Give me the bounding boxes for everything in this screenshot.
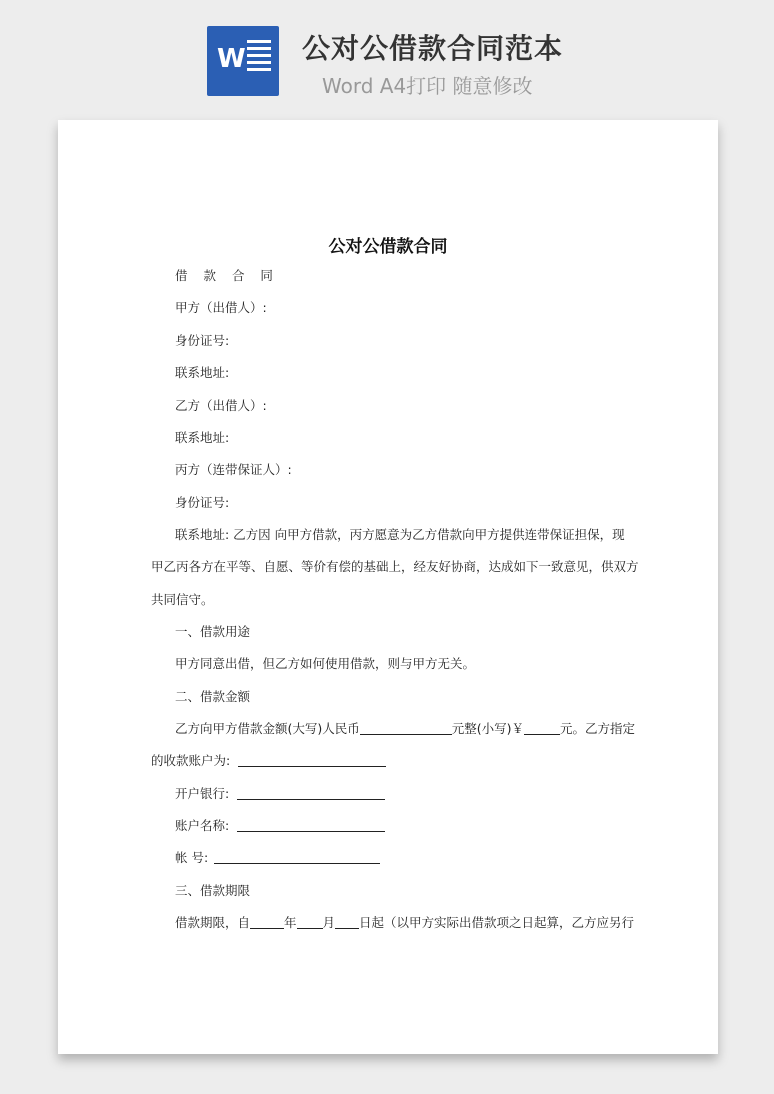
address-label-1: 联系地址: [175, 365, 230, 380]
term-text-a: 借款期限，自 [175, 915, 251, 930]
word-icon-letter: W [217, 44, 246, 74]
word-icon-lines [247, 40, 271, 75]
document-title: 公对公借款合同 [328, 237, 448, 257]
year-label: 年 [284, 915, 297, 930]
party-a-label: 甲方（出借人）: [175, 300, 267, 315]
section-2-amount-line [175, 719, 635, 737]
amount-lowercase-blank[interactable] [524, 722, 560, 735]
month-label: 月 [322, 915, 336, 930]
id-number-label-1: 身份证号: [175, 333, 230, 348]
year-blank[interactable] [250, 916, 284, 929]
account-name-blank[interactable] [237, 819, 385, 832]
address-paragraph-line-1: 联系地址: 乙方因 向甲方借款，丙方愿意为乙方借款向甲方提供连带保证担保，现 [175, 527, 625, 542]
section-1-body: 甲方同意出借，但乙方如何使用借款，则与甲方无关。 [175, 656, 476, 671]
amount-text-b: 元整(小写)￥ [451, 721, 525, 736]
month-blank[interactable] [297, 916, 323, 929]
document-page [58, 120, 718, 1054]
page-title: 公对公借款合同范本 [302, 32, 564, 65]
day-label: 日起（以甲方实际出借款项之日起算，乙方应另行 [359, 915, 635, 930]
bank-blank[interactable] [237, 787, 385, 800]
account-number-blank[interactable] [214, 851, 380, 864]
bank-line [175, 784, 385, 802]
receiving-account-line [151, 751, 386, 769]
receiving-account-blank[interactable] [238, 754, 386, 767]
word-document-icon [207, 26, 279, 96]
account-number-label: 帐 号: [175, 850, 209, 865]
amount-text-a: 乙方向甲方借款金额(大写)人民币 [175, 721, 360, 736]
bank-label: 开户银行: [175, 786, 230, 801]
day-blank[interactable] [335, 916, 359, 929]
address-paragraph-line-3: 共同信守。 [151, 592, 214, 607]
party-b-label: 乙方（出借人）: [175, 398, 267, 413]
address-paragraph-line-2: 甲乙丙各方在平等、自愿、等价有偿的基础上，经友好协商，达成如下一致意见，供双方 [151, 559, 639, 574]
page-subtitle: Word A4打印 随意修改 [322, 74, 533, 98]
address-label-2: 联系地址: [175, 430, 230, 445]
section-3-title: 三、借款期限 [175, 883, 251, 898]
account-number-line [175, 848, 380, 866]
section-3-term-line [175, 913, 634, 931]
receiving-account-label: 的收款账户为: [151, 753, 231, 768]
account-name-line [175, 816, 385, 834]
section-2-title: 二、借款金额 [175, 689, 251, 704]
amount-uppercase-blank[interactable] [360, 722, 452, 735]
contract-heading: 借 款 合 同 [175, 268, 279, 283]
amount-text-c: 元。乙方指定 [560, 721, 636, 736]
party-c-label: 丙方（连带保证人）: [175, 462, 292, 477]
id-number-label-2: 身份证号: [175, 495, 230, 510]
header [0, 0, 774, 110]
account-name-label: 账户名称: [175, 818, 230, 833]
section-1-title: 一、借款用途 [175, 624, 251, 639]
